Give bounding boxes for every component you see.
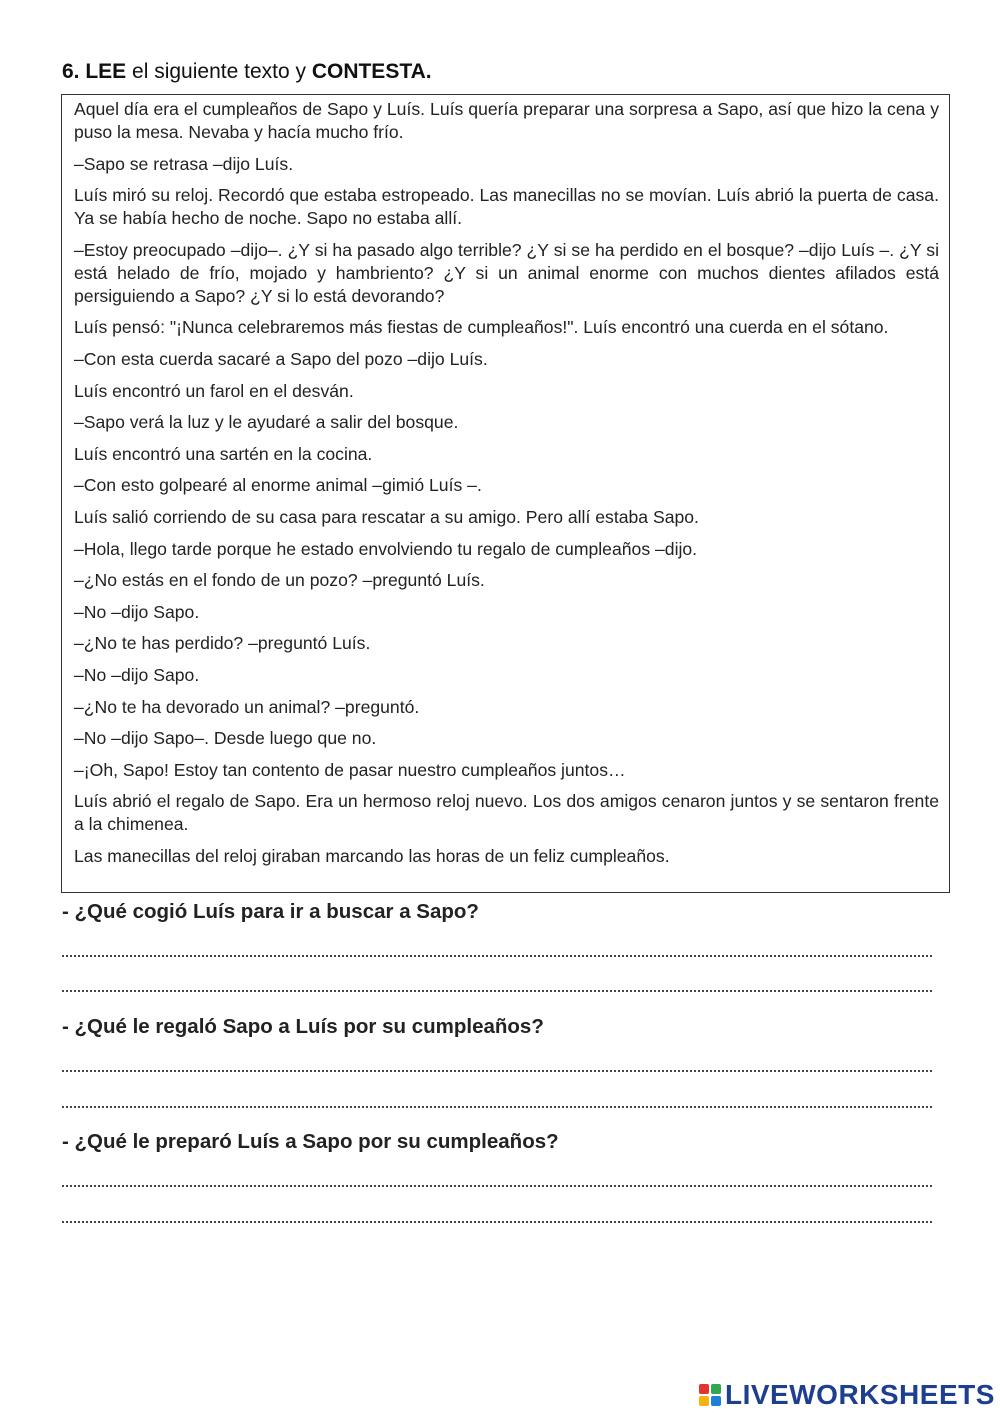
story-paragraph: –¿No te ha devorado un animal? –preguntó. [74,696,420,717]
story-box [61,94,950,893]
story-paragraph: –Con esto golpearé al enorme animal –gimió Luís –. [74,475,482,496]
story-paragraph: Luís pensó: "¡Nunca celebraremos más fiestas de cumpleaños!". Luís encontró una cuerda en el sótano. [74,317,889,338]
story-paragraph: Luís salió corriendo de su casa para rescatar a su amigo. Pero allí estaba Sapo. [74,506,699,527]
story-paragraph: Luís abrió el regalo de Sapo. Era un hermoso reloj nuevo. Los dos amigos cenaron juntos y se sentaron frente a la chimenea. [74,791,939,835]
heading-number: 6. LEE [62,60,127,83]
heading-middle: el siguiente texto y [126,60,312,83]
story-paragraph: –Sapo verá la luz y le ayudaré a salir del bosque. [74,412,459,433]
story-paragraph: –¡Oh, Sapo! Estoy tan contento de pasar nuestro cumpleaños juntos… [74,759,626,780]
answer-line-2a[interactable] [62,1070,932,1072]
answer-line-1a[interactable] [62,955,932,957]
logo-square [699,1384,709,1394]
question-2: - ¿Qué le regaló Sapo a Luís por su cumpleaños? [62,1015,544,1038]
story-paragraph: Luís encontró un farol en el desván. [74,380,354,401]
logo-square [711,1396,721,1406]
story-paragraph: –Estoy preocupado –dijo–. ¿Y si ha pasado algo terrible? ¿Y si se ha perdido en el bosque? –dijo Luís –. ¿Y si está helado de frío, mojado y hambriento? ¿Y si un animal enorme con muchos dientes afilados está persiguiendo a Sapo? ¿Y si lo está devorando? [74,239,939,306]
answer-line-3a[interactable] [62,1185,932,1187]
story-paragraph: –Hola, llego tarde porque he estado envolviendo tu regalo de cumpleaños –dijo. [74,538,698,559]
story-paragraph: –¿No estás en el fondo de un pozo? –preguntó Luís. [74,570,485,591]
story-paragraph: –No –dijo Sapo. [74,664,200,685]
story-paragraph: –Con esta cuerda sacaré a Sapo del pozo –dijo Luís. [74,348,488,369]
logo-text: LIVEWORKSHEETS [725,1379,995,1410]
story-paragraph: Luís miró su reloj. Recordó que estaba estropeado. Las manecillas no se movían. Luís abrió la puerta de casa. Ya se había hecho de noche. Sapo no estaba allí. [74,185,939,229]
story-paragraph: –Sapo se retrasa –dijo Luís. [74,153,294,174]
question-1: - ¿Qué cogió Luís para ir a buscar a Sapo? [62,900,479,923]
story-paragraph: –¿No te has perdido? –preguntó Luís. [74,633,371,654]
story-paragraph: Luís encontró una sartén en la cocina. [74,443,373,464]
story-paragraph: –No –dijo Sapo–. Desde luego que no. [74,728,377,749]
question-3: - ¿Qué le preparó Luís a Sapo por su cumpleaños? [62,1130,559,1153]
story-paragraph: Aquel día era el cumpleaños de Sapo y Luís. Luís quería preparar una sorpresa a Sapo, así que hizo la cena y puso la mesa. Nevaba y hacía mucho frío. [74,99,939,142]
logo-square [699,1396,709,1406]
heading-end: CONTESTA. [311,60,432,83]
answer-line-3b[interactable] [62,1221,932,1223]
exercise-heading [62,60,432,84]
story-paragraph: –No –dijo Sapo. [74,601,200,622]
story-paragraph: Las manecillas del reloj giraban marcando las horas de un feliz cumpleaños. [74,845,670,866]
answer-line-1b[interactable] [62,990,932,992]
liveworksheets-logo [699,1378,995,1412]
answer-line-2b[interactable] [62,1106,932,1108]
logo-square [711,1384,721,1394]
logo-squares-icon [699,1384,721,1406]
